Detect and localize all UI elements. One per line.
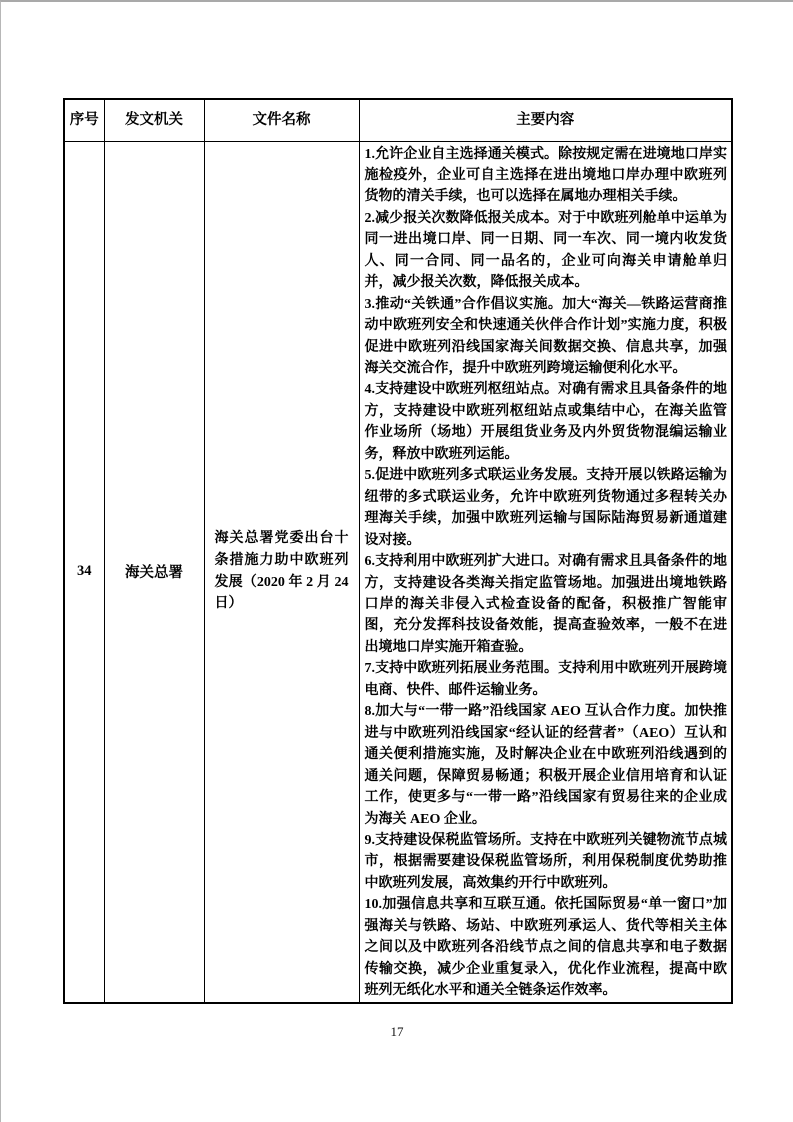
content-paragraph-5: 5.促进中欧班列多式联运业务发展。支持开展以铁路运输为纽带的多式联运业务，允许中欧班列货物通过多程转关办理海关手续，加强中欧班列运输与国际陆海贸易新通道建设对接。 (364, 468, 727, 548)
content-paragraph-3: 3.推动“关铁通”合作倡议实施。加大“海关—铁路运营商推动中欧班列安全和快速通关伙伴合作计划”实施力度，积极促进中欧班列沿线国家海关间数据交换、信息共享，加强海关交流合作，提升中欧班列跨境运输便利化水平。 (364, 296, 727, 377)
cell-seq-number: 34 (64, 141, 104, 1003)
cell-main-content (359, 141, 732, 1003)
header-seq-number: 序号 (64, 99, 104, 141)
content-paragraph-2: 2.减少报关次数降低报关成本。对于中欧班列舱单中运单为同一进出境口岸、同一日期、同一车次、同一境内收发货人、同一合同、同一品名的，企业可向海关申请舱单归并，减少报关次数，降低报关成本。 (364, 210, 727, 291)
content-paragraph-7: 7.支持中欧班列拓展业务范围。支持利用中欧班列开展跨境电商、快件、邮件运输业务。 (364, 661, 727, 698)
content-paragraph-1: 1.允许企业自主选择通关模式。除按规定需在进境地口岸实施检疫外，企业可自主选择在进出境地口岸办理中欧班列货物的清关手续，也可以选择在属地办理相关手续。 (364, 146, 727, 205)
content-paragraph-8: 8.加大与“一带一路”沿线国家 AEO 互认合作力度。加快推进与中欧班列沿线国家“经认证的经营者”（AEO）互认和通关便利措施实施，及时解决企业在中欧班列沿线遇到的通关问题，保障贸易畅通；积极开展企业信用培育和认证工作，使更多与“一带一路”沿线国家有贸易往来的企业成为海关 AEO 企业。 (364, 704, 727, 827)
header-main-content: 主要内容 (359, 99, 732, 141)
content-paragraph-4: 4.支持建设中欧班列枢纽站点。对确有需求且具备条件的地方，支持建设中欧班列枢纽站点或集结中心，在海关监管作业场所（场地）开展组货业务及内外贸货物混编运输业务，释放中欧班列运能。 (364, 382, 727, 462)
header-document-name: 文件名称 (204, 99, 359, 141)
content-paragraph-6: 6.支持利用中欧班列扩大进口。对确有需求且具备条件的地方，支持建设各类海关指定监管场地。加强进出境地铁路口岸的海关非侵入式检查设备的配备，积极推广智能审图，充分发挥科技设备效能，提高查验效率，一般不在进出境地口岸实施开箱查验。 (364, 554, 727, 655)
table-header-row (64, 99, 732, 141)
content-paragraph-9: 9.支持建设保税监管场所。支持在中欧班列关键物流节点城市，根据需要建设保税监管场所，利用保税制度优势助推中欧班列发展，高效集约开行中欧班列。 (364, 833, 727, 891)
cell-document-title: 海关总署党委出台十条措施力助中欧班列发展（2020 年 2 月 24 日） (204, 141, 359, 1003)
header-issuing-agency: 发文机关 (104, 99, 204, 141)
page-number: 17 (390, 1024, 404, 1039)
table-row (64, 141, 732, 1003)
policy-table (63, 98, 733, 1004)
cell-issuing-agency: 海关总署 (104, 141, 204, 1003)
content-paragraph-10: 10.加强信息共享和互联互通。依托国际贸易“单一窗口”加强海关与铁路、场站、中欧班列承运人、货代等相关主体之间以及中欧班列各沿线节点之间的信息共享和电子数据传输交换，减少企业重复录入，优化作业流程，提高中欧班列无纸化水平和通关全链条运作效率。 (364, 897, 727, 999)
